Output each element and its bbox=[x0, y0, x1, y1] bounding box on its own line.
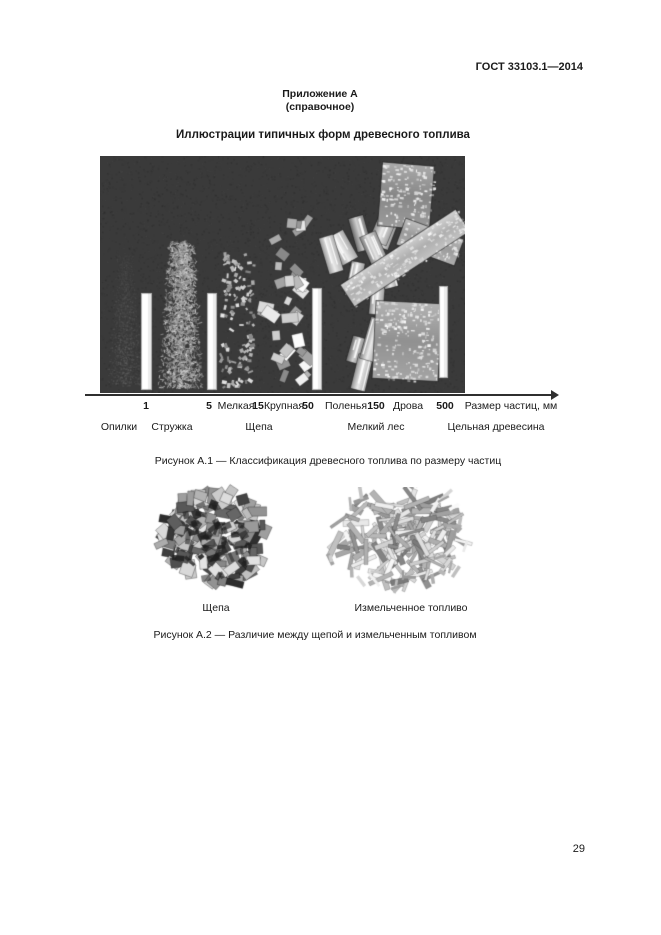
figure-a2-chips-photo bbox=[150, 483, 280, 601]
category-schepa: Щепа bbox=[245, 421, 273, 433]
figure-a2-left-label: Щепа bbox=[202, 602, 230, 614]
document-number: ГОСТ 33103.1—2014 bbox=[475, 61, 583, 73]
axis-label-drova: Дрова bbox=[392, 400, 424, 412]
axis-value-50: 50 bbox=[302, 400, 314, 412]
figure-a2-hog-fuel-photo bbox=[320, 487, 480, 595]
category-opilki: Опилки bbox=[100, 421, 138, 433]
axis-value-1: 1 bbox=[143, 400, 149, 412]
size-axis-line bbox=[85, 394, 552, 396]
section-heading: Иллюстрации типичных форм древесного топлива bbox=[176, 129, 470, 141]
axis-label-polenya: Поленья bbox=[324, 400, 368, 412]
page-number: 29 bbox=[572, 843, 585, 855]
appendix-label: Приложение А bbox=[282, 88, 358, 100]
category-melkiy-les: Мелкий лес bbox=[347, 421, 405, 433]
appendix-kind: (справочное) bbox=[285, 101, 355, 113]
figure-a2-right-label: Измельченное топливо bbox=[354, 602, 468, 614]
figure-a2-caption: Рисунок А.2 — Различие между щепой и измельченным топливом bbox=[153, 629, 477, 641]
category-struzhka: Стружка bbox=[151, 421, 193, 433]
axis-unit-label: Размер частиц, мм bbox=[464, 400, 558, 412]
figure-a1-photo bbox=[100, 156, 465, 393]
figure-a1-caption: Рисунок А.1 — Классификация древесного топлива по размеру частиц bbox=[154, 455, 502, 467]
category-tselnaya-drevesina: Цельная древесина bbox=[447, 421, 545, 433]
size-axis-arrowhead-icon bbox=[551, 390, 559, 400]
axis-label-melkaya: Мелкая bbox=[217, 400, 255, 412]
axis-value-15: 15 bbox=[252, 400, 264, 412]
axis-label-krupnaya: Крупная bbox=[263, 400, 305, 412]
axis-value-150: 150 bbox=[367, 400, 385, 412]
axis-value-5: 5 bbox=[206, 400, 212, 412]
axis-value-500: 500 bbox=[436, 400, 454, 412]
